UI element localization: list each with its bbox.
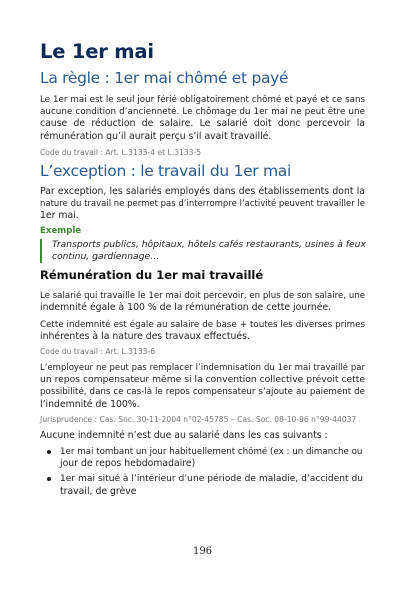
list-item [40,446,365,470]
rule-line-1: Le 1er mai est le seul jour férié obligatoirement chômé et payé et ce sans [40,95,365,105]
remuneration-p3-line-1: L’employeur ne peut pas remplacer l’indemnisation du 1er mai travaillé par [40,363,365,373]
page-title: Le 1er mai [40,40,154,63]
remuneration-p3-line-2: un repos compensateur même si la convention collective prévoit cette [40,374,365,386]
exception-line-1: Par exception, les salariés employés dans des établissements dont la [40,186,365,197]
rule-paragraph [40,94,365,143]
remuneration-paragraph-3 [40,362,365,411]
remuneration-legal-reference: Code du travail : Art. L.3133-6 [40,347,156,356]
remuneration-p3-line-3: possibilité, dans ce cas-là le repos compensateur s’ajoute au paiement de [40,387,365,398]
list-item-line-2: jour de repos hebdomadaire) [60,458,196,470]
example-block [40,239,365,263]
example-line-2: continu, gardiennage… [52,251,160,263]
section-heading-exception: L’exception : le travail du 1er mai [40,162,292,180]
example-label: Exemple [40,226,82,236]
rule-line-4: rémunération qu’il aurait perçu s’il avait travaillé. [40,130,272,142]
no-indemnity-list [40,446,365,498]
no-indemnity-intro [40,430,365,442]
rule-line-3: cause de réduction de salaire. Le salarié doit donc percevoir la [40,118,365,130]
list-item-line-1: 1er mai situé à l’intérieur d’une période de maladie, d’accident du [60,474,363,485]
example-line-1: Transports publics, hôpitaux, hôtels cafés restaurants, usines à feux [52,239,366,250]
section-heading-remuneration: Rémunération du 1er mai travaillé [40,268,264,282]
exception-line-3: 1er mai. [40,210,79,222]
remuneration-p3-line-4: l’indemnité de 100%. [40,398,140,410]
exception-paragraph [40,186,365,223]
no-indemnity-intro-line: Aucune indemnité n’est due au salarié dans les cas suivants : [40,430,328,441]
list-item-line-1: 1er mai tombant un jour habituellement chômé (ex : un dimanche ou [60,447,363,457]
jurisprudence-reference: Jurisprudence : Cas. Soc. 30-11-2004 n°02-45785 – Cas. Soc. 08-10-96 n°99-44037 [40,415,357,424]
remuneration-p1-line-2: indemnité égale à 100 % de la rémunération de cette journée. [40,302,332,314]
remuneration-paragraph-1 [40,290,365,314]
remuneration-paragraph-2 [40,319,365,343]
bullet-icon [47,450,51,454]
rule-legal-reference: Code du travail : Art. L.3133-4 et L.3133-5 [40,148,202,157]
bullet-icon [47,477,51,481]
remuneration-p2-line-2: inhérentes à la nature des travaux effectués. [40,331,250,343]
section-heading-rule: La règle : 1er mai chômé et payé [40,69,289,87]
remuneration-p1-line-1: Le salarié qui travaille le 1er mai doit percevoir, en plus de son salaire, une [40,291,365,301]
remuneration-p2-line-1: Cette indemnité est égale au salaire de base + toutes les diverses primes [40,320,365,330]
rule-line-2: aucune condition d’ancienneté. Le chômage du 1er mai ne peut être une [40,107,365,118]
exception-line-2: nature du travail ne permet pas d’interrompre l’activité peuvent travailler le [40,199,365,210]
list-item-line-2: travail, de grève [60,485,137,497]
list-item [40,473,365,497]
page-number: 196 [192,546,213,557]
